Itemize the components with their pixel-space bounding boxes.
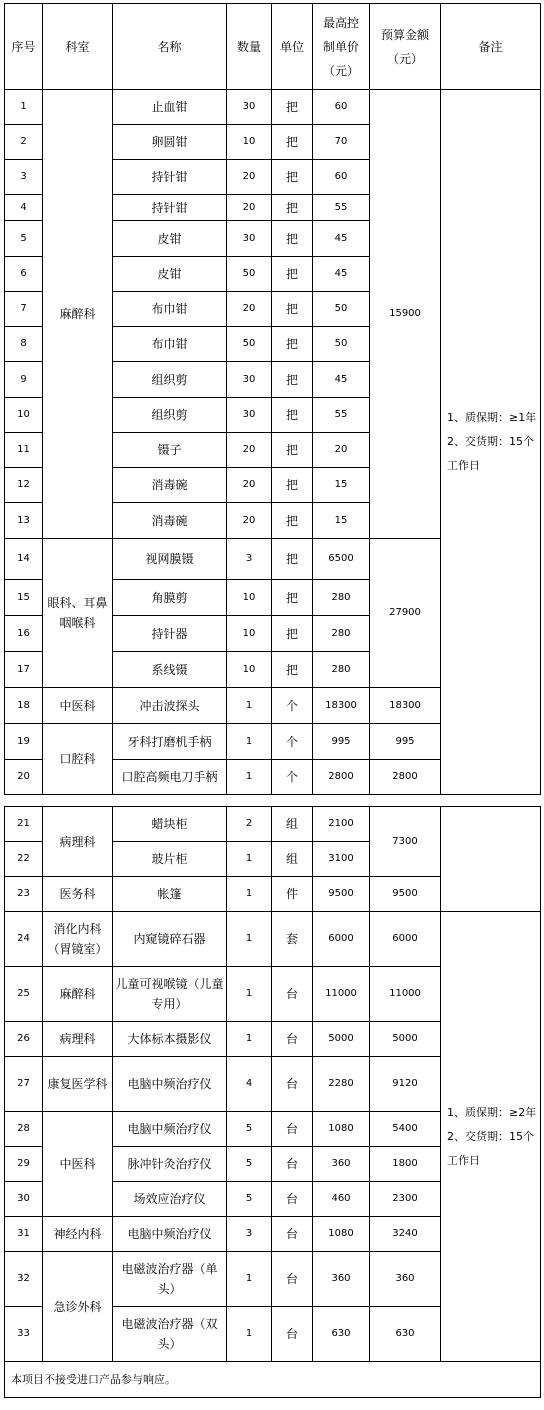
row-price: 1080 [313,1112,370,1147]
row-qty: 3 [227,1217,272,1252]
row-unit: 把 [272,160,313,195]
row-unit: 台 [272,1022,313,1057]
row-name: 布巾钳 [113,292,227,327]
row-name: 持针钳 [113,160,227,195]
row-qty: 1 [227,1307,272,1362]
dept-cell: 眼科、耳鼻咽喉科 [43,539,113,688]
row-qty: 30 [227,362,272,398]
row-qty: 20 [227,503,272,539]
row-price: 60 [313,160,370,195]
row-name: 组织剪 [113,362,227,398]
budget-cell: 3240 [370,1217,441,1252]
row-qty: 30 [227,221,272,257]
row-unit: 把 [272,362,313,398]
row-price: 6500 [313,539,370,580]
row-price: 11000 [313,967,370,1022]
note-cell: 1、质保期：≥1年 2、交货期：15个工作日 [441,90,541,795]
row-qty: 1 [227,842,272,877]
row-unit: 个 [272,688,313,724]
row-name: 蜡块柜 [113,807,227,842]
row-price: 45 [313,362,370,398]
row-price: 45 [313,221,370,257]
row-unit: 把 [272,398,313,433]
row-name: 系线镊 [113,652,227,688]
row-price: 360 [313,1147,370,1182]
row-name: 卵圆钳 [113,125,227,160]
row-qty: 1 [227,912,272,967]
row-unit: 台 [272,1112,313,1147]
row-name: 玻片柜 [113,842,227,877]
row-qty: 1 [227,688,272,724]
dept-cell: 医务科 [43,877,113,912]
row-seq: 5 [5,221,43,257]
row-name: 持针器 [113,616,227,652]
dept-cell: 中医科 [43,688,113,724]
budget-cell: 360 [370,1252,441,1307]
row-unit: 把 [272,195,313,221]
row-unit: 台 [272,1182,313,1217]
budget-cell: 995 [370,724,441,760]
row-price: 50 [313,327,370,362]
budget-cell: 7300 [370,807,441,877]
row-qty: 10 [227,616,272,652]
row-qty: 20 [227,468,272,503]
row-qty: 20 [227,433,272,468]
row-qty: 30 [227,90,272,125]
row-seq: 13 [5,503,43,539]
row-qty: 10 [227,580,272,616]
row-price: 460 [313,1182,370,1217]
header-name: 名称 [113,4,227,90]
dept-cell: 病理科 [43,1022,113,1057]
row-name: 内窥镜碎石器 [113,912,227,967]
dept-cell: 神经内科 [43,1217,113,1252]
row-unit: 台 [272,1057,313,1112]
row-seq: 32 [5,1252,43,1307]
row-name: 牙科打磨机手柄 [113,724,227,760]
row-name: 消毒碗 [113,468,227,503]
row-seq: 11 [5,433,43,468]
row-name: 口腔高频电刀手柄 [113,760,227,795]
row-seq: 21 [5,807,43,842]
row-seq: 25 [5,967,43,1022]
row-price: 360 [313,1252,370,1307]
row-name: 皮钳 [113,257,227,292]
row-qty: 1 [227,967,272,1022]
row-unit: 套 [272,912,313,967]
budget-cell: 11000 [370,967,441,1022]
row-name: 角膜剪 [113,580,227,616]
row-price: 5000 [313,1022,370,1057]
footer-note: 本项目不接受进口产品参与响应。 [5,1362,541,1398]
row-name: 脉冲针灸治疗仪 [113,1147,227,1182]
dept-cell: 急诊外科 [43,1252,113,1362]
budget-cell: 5000 [370,1022,441,1057]
footer-row [5,1362,541,1398]
row-unit: 把 [272,90,313,125]
row-name: 帐篷 [113,877,227,912]
row-name: 电脑中频治疗仪 [113,1057,227,1112]
row-price: 3100 [313,842,370,877]
dept-cell: 麻醉科 [43,967,113,1022]
table-row [5,90,541,125]
row-qty: 5 [227,1147,272,1182]
row-price: 280 [313,580,370,616]
row-unit: 把 [272,433,313,468]
budget-cell: 9500 [370,877,441,912]
dept-cell: 麻醉科 [43,90,113,539]
row-name: 视网膜镊 [113,539,227,580]
row-qty: 1 [227,1022,272,1057]
header-seq: 序号 [5,4,43,90]
row-price: 55 [313,195,370,221]
row-price: 280 [313,616,370,652]
row-qty: 3 [227,539,272,580]
row-name: 冲击波探头 [113,688,227,724]
row-qty: 1 [227,1252,272,1307]
dept-cell: 消化内科（胃镜室） [43,912,113,967]
row-price: 50 [313,292,370,327]
row-qty: 1 [227,724,272,760]
budget-cell: 27900 [370,539,441,688]
row-price: 55 [313,398,370,433]
row-unit: 个 [272,760,313,795]
note-cell-empty [441,807,541,912]
row-unit: 把 [272,616,313,652]
row-name: 大体标本摄影仪 [113,1022,227,1057]
row-seq: 15 [5,580,43,616]
row-unit: 把 [272,125,313,160]
row-unit: 台 [272,1307,313,1362]
row-name: 电脑中频治疗仪 [113,1112,227,1147]
row-price: 18300 [313,688,370,724]
row-qty: 10 [227,125,272,160]
row-seq: 2 [5,125,43,160]
row-price: 995 [313,724,370,760]
header-budget: 预算金额 （元） [370,4,441,90]
row-unit: 把 [272,257,313,292]
row-unit: 把 [272,292,313,327]
row-name: 镊子 [113,433,227,468]
dept-cell: 康复医学科 [43,1057,113,1112]
row-price: 60 [313,90,370,125]
row-qty: 2 [227,807,272,842]
row-seq: 28 [5,1112,43,1147]
row-seq: 6 [5,257,43,292]
row-unit: 件 [272,877,313,912]
row-seq: 19 [5,724,43,760]
row-seq: 20 [5,760,43,795]
header-max-price: 最高控 制单价 （元） [313,4,370,90]
row-price: 70 [313,125,370,160]
row-seq: 14 [5,539,43,580]
budget-cell: 1800 [370,1147,441,1182]
row-unit: 台 [272,1217,313,1252]
row-unit: 把 [272,221,313,257]
table-row [5,807,541,842]
row-qty: 20 [227,292,272,327]
row-unit: 台 [272,1252,313,1307]
row-name: 持针钳 [113,195,227,221]
row-seq: 12 [5,468,43,503]
row-seq: 10 [5,398,43,433]
row-seq: 22 [5,842,43,877]
budget-cell: 2800 [370,760,441,795]
row-seq: 17 [5,652,43,688]
row-price: 15 [313,503,370,539]
header-row [5,4,541,90]
row-price: 2280 [313,1057,370,1112]
row-seq: 23 [5,877,43,912]
row-qty: 5 [227,1112,272,1147]
row-qty: 5 [227,1182,272,1217]
dept-cell: 口腔科 [43,724,113,795]
row-unit: 把 [272,468,313,503]
row-name: 消毒碗 [113,503,227,539]
row-seq: 7 [5,292,43,327]
row-price: 2100 [313,807,370,842]
row-seq: 8 [5,327,43,362]
budget-cell: 6000 [370,912,441,967]
row-qty: 4 [227,1057,272,1112]
row-price: 2800 [313,760,370,795]
row-name: 布巾钳 [113,327,227,362]
row-unit: 组 [272,807,313,842]
header-note: 备注 [441,4,541,90]
row-price: 9500 [313,877,370,912]
row-unit: 组 [272,842,313,877]
row-unit: 个 [272,724,313,760]
budget-cell: 2300 [370,1182,441,1217]
row-seq: 31 [5,1217,43,1252]
budget-cell: 630 [370,1307,441,1362]
row-name: 电脑中频治疗仪 [113,1217,227,1252]
row-unit: 把 [272,580,313,616]
budget-cell: 18300 [370,688,441,724]
row-unit: 把 [272,327,313,362]
row-seq: 26 [5,1022,43,1057]
procurement-table-part-1 [4,3,541,795]
row-price: 20 [313,433,370,468]
row-unit: 把 [272,503,313,539]
dept-cell: 中医科 [43,1112,113,1217]
row-unit: 台 [272,1147,313,1182]
row-seq: 18 [5,688,43,724]
row-qty: 20 [227,160,272,195]
row-seq: 4 [5,195,43,221]
row-name: 场效应治疗仪 [113,1182,227,1217]
header-dept: 科室 [43,4,113,90]
budget-cell: 9120 [370,1057,441,1112]
row-seq: 1 [5,90,43,125]
row-price: 1080 [313,1217,370,1252]
procurement-table-part-2 [4,806,541,1398]
row-qty: 50 [227,257,272,292]
row-name: 组织剪 [113,398,227,433]
row-unit: 把 [272,539,313,580]
row-seq: 24 [5,912,43,967]
row-price: 6000 [313,912,370,967]
row-name: 皮钳 [113,221,227,257]
budget-cell: 5400 [370,1112,441,1147]
header-qty: 数量 [227,4,272,90]
budget-cell: 15900 [370,90,441,539]
row-unit: 把 [272,652,313,688]
row-name: 电磁波治疗器（双头） [113,1307,227,1362]
row-seq: 27 [5,1057,43,1112]
row-qty: 30 [227,398,272,433]
dept-cell: 病理科 [43,807,113,877]
row-name: 止血钳 [113,90,227,125]
row-seq: 29 [5,1147,43,1182]
row-qty: 1 [227,760,272,795]
row-qty: 10 [227,652,272,688]
row-seq: 3 [5,160,43,195]
row-price: 280 [313,652,370,688]
row-qty: 20 [227,195,272,221]
header-unit: 单位 [272,4,313,90]
row-seq: 33 [5,1307,43,1362]
row-unit: 台 [272,967,313,1022]
row-price: 45 [313,257,370,292]
row-price: 630 [313,1307,370,1362]
row-seq: 9 [5,362,43,398]
row-qty: 50 [227,327,272,362]
note-cell: 1、质保期：≥2年 2、交货期：15个工作日 [441,912,541,1362]
row-seq: 30 [5,1182,43,1217]
row-price: 15 [313,468,370,503]
row-seq: 16 [5,616,43,652]
row-qty: 1 [227,877,272,912]
row-name: 儿童可视喉镜（儿童专用） [113,967,227,1022]
table-row [5,912,541,967]
row-name: 电磁波治疗器（单头） [113,1252,227,1307]
